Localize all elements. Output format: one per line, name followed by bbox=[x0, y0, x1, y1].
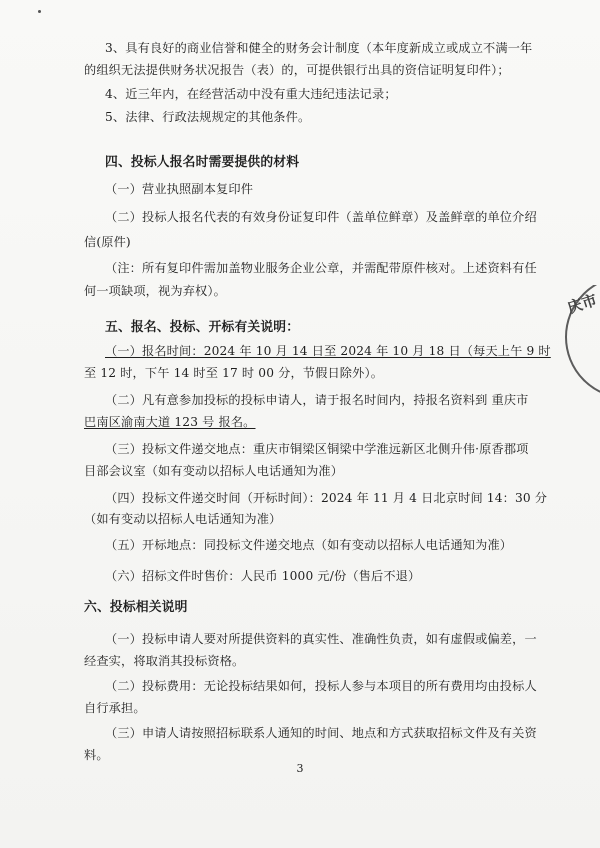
section-heading-4: 四、投标人报名时需要提供的材料 bbox=[105, 155, 300, 170]
text-line-1: 3、具有良好的商业信誉和健全的财务会计制度（本年度新成立或成立不满一年 bbox=[105, 41, 533, 55]
text-line-23: （一）投标申请人要对所提供资料的真实性、准确性负责，如有虚假或偏差，一 bbox=[105, 632, 537, 646]
text-line-9: （注：所有复印件需加盖物业服务企业公章，并需配带原件核对。上述资料有任 bbox=[105, 261, 537, 275]
text-line-27: （三）申请人请按照招标联系人通知的时间、地点和方式获取招标文件及有关资 bbox=[105, 726, 537, 740]
text-line-3: 4、近三年内，在经营活动中没有重大违纪违法记录； bbox=[105, 87, 397, 101]
text-line-21: （六）招标文件时售价：人民币 1000 元/份（售后不退） bbox=[105, 569, 421, 583]
text-line-15: 巴南区渝南大道 123 号 报名。 bbox=[84, 415, 256, 429]
text-line-6: （一）营业执照副本复印件 bbox=[105, 182, 254, 196]
text-line-18: （四）投标文件递交时间（开标时间）：2024 年 11 月 4 日北京时间 14：30 分 bbox=[105, 491, 548, 505]
text-line-2: 的组织无法提供财务状况报告（表）的，可提供银行出具的资信证明复印件）； bbox=[84, 63, 510, 77]
text-line-19: （如有变动以招标人电话通知为准） bbox=[84, 512, 282, 526]
official-seal bbox=[555, 285, 600, 395]
text-line-12: （一）报名时间：2024 年 10 月 14 日至 2024 年 10 月 18 日（每天上午 9 时 bbox=[105, 344, 551, 358]
text-line-14: （二）凡有意参加投标的投标申请人，请于报名时间内，持报名资料到 重庆市 bbox=[105, 393, 529, 407]
text-line-24: 经查实，将取消其投标资格。 bbox=[84, 654, 245, 668]
text-line-20: （五）开标地点：同投标文件递交地点（如有变动以招标人电话通知为准） bbox=[105, 538, 513, 552]
text-line-10: 何一项缺项，视为弃权）。 bbox=[84, 284, 226, 298]
text-line-8: 信(原件) bbox=[84, 235, 131, 249]
text-line-7: （二）投标人报名代表的有效身份证复印件（盖单位鲜章）及盖鲜章的单位介绍 bbox=[105, 210, 537, 224]
text-line-28: 料。 bbox=[84, 748, 109, 762]
text-line-13: 至 12 时，下午 14 时至 17 时 00 分，节假日除外）。 bbox=[84, 366, 384, 380]
text-line-4: 5、法律、行政法规规定的其他条件。 bbox=[105, 110, 311, 124]
text-line-16: （三）投标文件递交地点：重庆市铜梁区铜梁中学淮远新区北侧升伟·原香郡项 bbox=[105, 442, 529, 456]
text-line-25: （二）投标费用：无论投标结果如何，投标人参与本项目的所有费用均由投标人 bbox=[105, 679, 537, 693]
section-heading-6: 六、投标相关说明 bbox=[84, 600, 188, 615]
scan-speck bbox=[38, 10, 41, 13]
text-line-17: 目部会议室（如有变动以招标人电话通知为准） bbox=[84, 464, 344, 478]
text-line-26: 自行承担。 bbox=[84, 701, 146, 715]
seal-text: 庆市 bbox=[565, 290, 600, 318]
section-heading-5: 五、报名、投标、开标有关说明： bbox=[105, 320, 300, 335]
page-number: 3 bbox=[296, 762, 304, 775]
